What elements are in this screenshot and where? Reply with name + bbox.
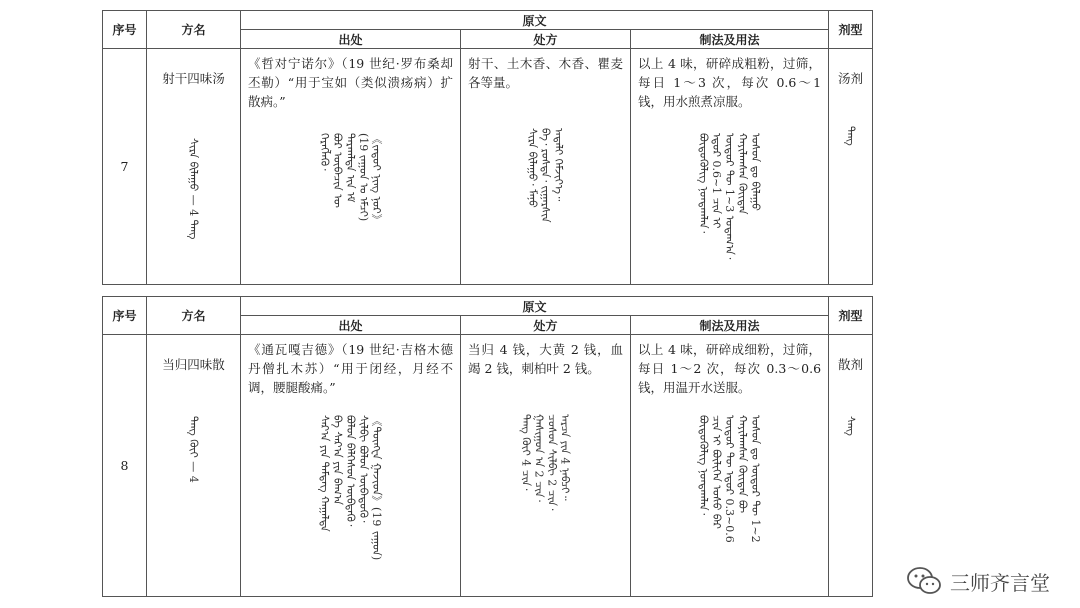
header-source: 出处 — [241, 30, 461, 49]
formula-name: 当归四味散 — [162, 357, 225, 372]
header-form: 剂型 — [829, 11, 873, 49]
source-mongolian: ᠬᠡᠷᠡᠭᠯᠡᠬᠦ᠂ ᠪᠣᠷ ᠦᠪᠡᠴᠢᠨ ᠦ ᠲᠠᠷᠬᠠᠯᠲᠠ ᠢᠨ ᠡᠮ (19 ᠵᠠᠭᠤᠨ ᠤ ᠡᠮᠴᠢ) 《ᠵᠡᠳᠦᠢ ᠨᠢᠩ ᠨᠣᠷ》 — [318, 133, 383, 226]
dosage-form-mongolian: ᠰᠠᠩ — [844, 416, 858, 436]
formula-name-cell — [147, 49, 241, 285]
prescription-table-7 — [102, 10, 873, 285]
source-text: 《通瓦嘎吉德》（19 世纪·吉格木德丹僧扎木苏）“用于闭经，月经不调，腰腿酸痛。” — [248, 342, 453, 395]
header-formula: 处方 — [461, 316, 631, 335]
formula-name-cell — [147, 335, 241, 597]
formula-name: 射干四味汤 — [162, 71, 225, 86]
dosage-form: 汤剂 — [838, 71, 864, 86]
header-method: 制法及用法 — [631, 30, 829, 49]
header-index: 序号 — [103, 11, 147, 49]
source-text: 《哲对宁诺尔》（19 世纪·罗布桑却丕勒）“用于宝如（类似溃疡病）扩散病。” — [248, 56, 453, 109]
row-index: 8 — [103, 335, 147, 597]
row-index: 7 — [103, 49, 147, 285]
formula-cell — [461, 335, 631, 597]
formula-text: 射干、土木香、木香、瞿麦各等量。 — [468, 56, 623, 90]
watermark-text: 三师齐言堂 — [950, 570, 1050, 595]
formula-cell — [461, 49, 631, 285]
header-original: 原文 — [241, 297, 829, 316]
table-row — [103, 335, 873, 597]
dosage-form-cell — [829, 49, 873, 285]
header-formula: 处方 — [461, 30, 631, 49]
header-name: 方名 — [147, 11, 241, 49]
source-cell — [241, 49, 461, 285]
source-mongolian: ᠰᠠᠷ᠎ᠠ ᠶᠢᠨ ᠲᠡᠮᠳᠡᠭ ᠬᠠᠭᠠᠯᠲᠠ ᠪᠠ ᠰᠠᠷ᠎ᠠ ᠶᠢᠨ ᠪᠠᠭ᠎ᠠ ᠪᠣᠯᠣᠨ ᠪᠡᠯᠬᠡᠰᠦᠨ ᠥᠪᠳᠡᠬᠦ᠂ ᠰᠢᠯᠪᠢ ᠪᠣᠯᠣᠨ ᠦᠪᠡᠳᠦᠬᠦ᠂ 《ᠲᠦᠩᠸᠠ ᠭᠠᠵᠢᠳ》(19 ᠵᠠᠭᠤᠨ) — [318, 415, 383, 561]
wechat-icon — [906, 566, 942, 596]
header-form: 剂型 — [829, 297, 873, 335]
method-mongolian: ᠪᠦᠳᠦᠭᠦᠯᠢᠭ ᠨᠤᠨᠳᠠᠭᠯᠠᠨ᠂ ᠡᠳᠦᠷ 0.6~1 ᠴᠢᠨ ᠢ ᠦᠳᠦᠷ ᠲᠦ 1~3 ᠤᠳᠠᠭ᠎ᠠ᠂ ᠬᠠᠶᠢᠯᠠᠭᠰᠠᠨ ᠬᠦᠢᠲᠡᠨ ᠤᠰᠤᠨ ᠳᠤ ᠪᠢᠯᠠᠭᠤ — [697, 133, 763, 260]
formula-mongolian: ᠲᠠᠩ ᠭᠦᠢ 4 ᠴᠢᠨ᠂ ᠭᠠᠰᠢᠭᠤᠨ ᠠ 2 ᠴᠢᠨ᠂ ᠴᠤᠰᠤᠨ ᠰᠢᠯᠪᠢ 2 ᠴᠢᠨ᠂ ᠠᠷᠴᠠ ᠶᠢᠨ 4 ᠨᠠᠪᠴᠢ᠃ — [519, 414, 572, 511]
method-mongolian: ᠪᠦᠳᠦᠭᠦᠯᠢᠭ ᠨᠤᠨᠳᠠᠭᠯᠠᠨ᠂ ᠴᠢᠨ ᠢ ᠪᠦᠯᠢᠭᠡᠨ ᠤᠰᠤ ᠪᠠᠷ ᠦᠳᠦᠷ ᠲᠦ ᠡᠳᠦᠷ 0.3~0.6 ᠬᠠᠶᠢᠯᠠᠭᠰᠠᠨ ᠬᠦᠢᠲᠡᠨ ᠪᠦ ᠤᠰᠤᠨ ᠳᠤ ᠦᠳᠦᠷ ᠲᠦ 1~2 — [697, 415, 763, 543]
formula-text: 当归 4 钱，大黄 2 钱，血竭 2 钱，刺柏叶 2 钱。 — [468, 342, 623, 376]
method-cell — [631, 49, 829, 285]
dosage-form: 散剂 — [838, 357, 864, 372]
method-text: 以上 4 味，研碎成粗粉，过筛，每日 1～3 次，每次 0.6～1 钱，用水煎煮凉服。 — [638, 56, 822, 109]
formula-mongolian: ᠰᠢᠷᠠ ᠪᠢᠯᠠᠭᠤ᠂ ᠮᠠᠨᠤ ᠪᠠ᠂ ᠷᠤᠰᠲᠠ᠂ ᠵᠢᠭᠠᠷᠰᠢᠨ ᠠᠳᠠᠯᠢ ᠬᠡᠮᠵᠢᠶ᠎ᠡ᠃ — [526, 128, 565, 223]
dosage-form-cell — [829, 335, 873, 597]
table-row — [103, 49, 873, 285]
method-cell — [631, 335, 829, 597]
dosage-form-mongolian: ᠲᠠᠩ — [844, 126, 858, 146]
watermark — [906, 566, 1050, 596]
source-cell — [241, 335, 461, 597]
formula-name-mongolian: ᠲᠠᠩ ᠭᠦᠢ — 4 — [187, 416, 200, 483]
method-text: 以上 4 味，研碎成细粉，过筛，每日 1～2 次，每次 0.3～0.6 钱，用温开水送服。 — [638, 342, 822, 395]
prescription-table-8 — [102, 296, 873, 597]
header-source: 出处 — [241, 316, 461, 335]
header-name: 方名 — [147, 297, 241, 335]
header-index: 序号 — [103, 297, 147, 335]
header-original: 原文 — [241, 11, 829, 30]
header-method: 制法及用法 — [631, 316, 829, 335]
formula-name-mongolian: ᠰᠢᠷᠠ ᠪᠢᠯᠠᠭᠤ — 4 ᠲᠠᠩ — [187, 138, 200, 240]
